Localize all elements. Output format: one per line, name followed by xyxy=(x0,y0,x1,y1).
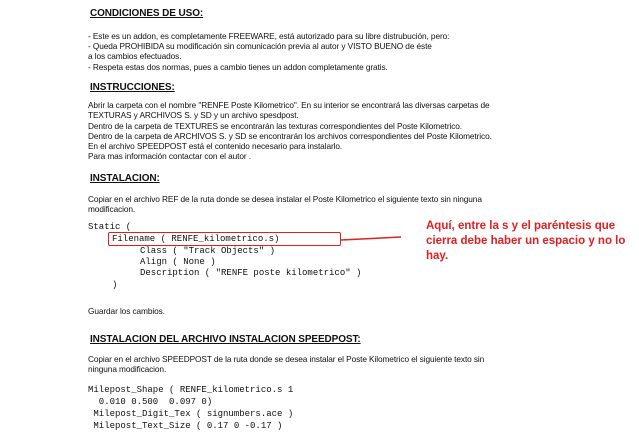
instructions-line: Dentro de la carpeta de TEXTURES se encontrarán las texturas correspondientes del Poste Kilometrico. xyxy=(88,121,463,131)
installation-line: modificacion. xyxy=(88,204,136,214)
code-milepost-digit-tex: Milepost_Digit_Tex ( signumbers.ace ) xyxy=(88,409,294,419)
code-milepost-numbers: 0.010 0.500 0.097 0) xyxy=(88,397,213,407)
code-static-open: Static ( xyxy=(88,222,132,232)
annotation-pointer-line xyxy=(341,235,401,245)
instructions-line: En el archivo SPEEDPOST está el contenido necesario para instalarlo. xyxy=(88,141,343,151)
save-note: Guardar los cambios. xyxy=(88,306,165,316)
conditions-line: a los cambios efectuados. xyxy=(88,51,182,61)
code-align: Align ( None ) xyxy=(140,257,216,267)
code-class: Class ( "Track Objects" ) xyxy=(140,246,276,256)
instructions-line: Dentro de la carpeta de ARCHIVOS S. y SD se encontrarán los archivos correspondientes del Poste Kilometrico. xyxy=(88,131,492,141)
speedpost-line: ninguna modificacion. xyxy=(88,364,167,374)
conditions-line: - Este es un addon, es completamente FREEWARE, está autorizado para su libre distrubución, pero: xyxy=(88,31,450,41)
conditions-heading: CONDICIONES DE USO: xyxy=(90,8,204,19)
installation-line: Copiar en el archivo REF de la ruta donde se desea instalar el Poste Kilometrico el siguiente texto sin ninguna xyxy=(88,194,482,204)
instructions-line: TEXTURAS y ARCHIVOS S. y SD y un archivo spesdpost. xyxy=(88,110,299,120)
annotation-note: Aquí, entre la s y el paréntesis que cierra debe haber un espacio y no lo hay. xyxy=(426,220,626,262)
code-description: Description ( "RENFE poste kilometrico" ) xyxy=(140,268,362,278)
code-milepost-text-size: Milepost_Text_Size ( 0.17 0 -0.17 ) xyxy=(88,421,283,431)
instructions-line: Para mas información contactar con el autor . xyxy=(88,151,251,161)
speedpost-line: Copiar en el archivo SPEEDPOST de la ruta donde se desea instalar el Poste Kilometrico el siguiente texto sin xyxy=(88,354,485,364)
speedpost-heading: INSTALACION DEL ARCHIVO INSTALACION SPEEDPOST: xyxy=(90,334,361,345)
filename-highlight-box xyxy=(108,232,341,246)
code-milepost-shape: Milepost_Shape ( RENFE_kilometrico.s 1 xyxy=(88,385,294,395)
installation-heading: INSTALACION: xyxy=(90,173,160,184)
code-close: ) xyxy=(112,280,118,290)
conditions-line: - Respeta estas dos normas, pues a cambio tienes un addon completamente gratis. xyxy=(88,62,388,72)
instructions-heading: INSTRUCCIONES: xyxy=(90,82,175,93)
code-filename: Filename ( RENFE_kilometrico.s) xyxy=(112,234,280,244)
instructions-line: Abrir la carpeta con el nombre "RENFE Poste Kilometrico". En su interior se encontrará las diversas carpetas de xyxy=(88,100,490,110)
conditions-line: - Queda PROHIBIDA su modificación sin comunicación previa al autor y VISTO BUENO de éste xyxy=(88,41,432,51)
